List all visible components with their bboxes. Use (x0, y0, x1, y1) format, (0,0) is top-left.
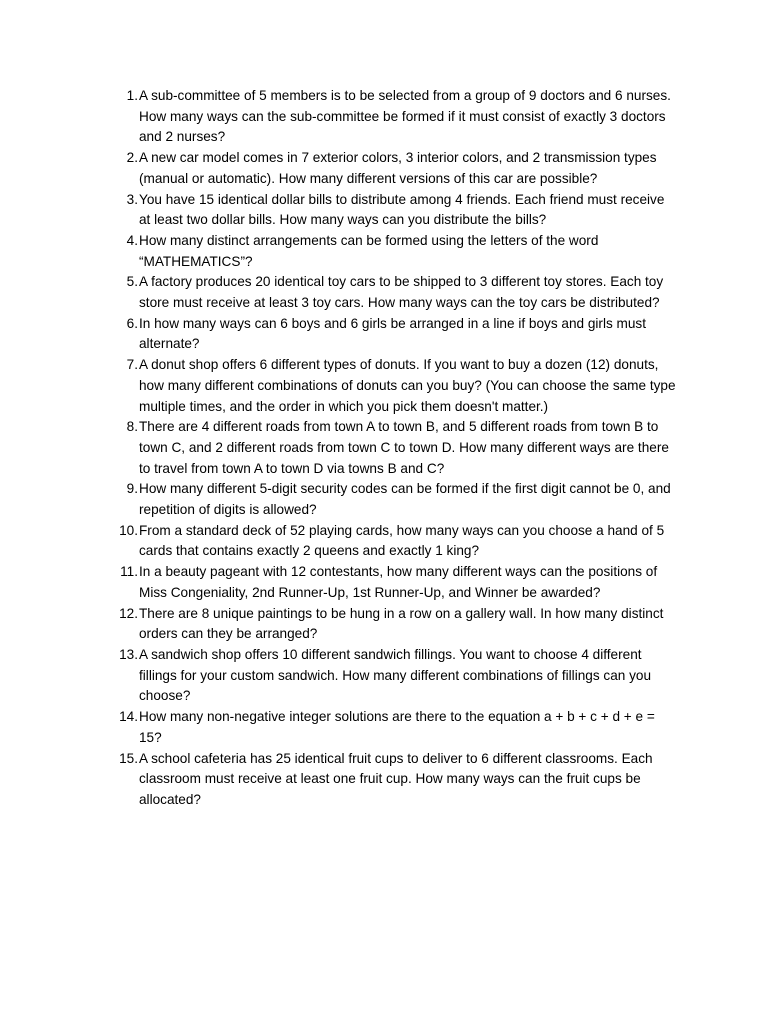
problem-item-15 (108, 749, 676, 811)
problem-number: 9. (126, 481, 138, 497)
problem-number: 13. (119, 646, 138, 662)
problem-text: A donut shop offers 6 different types of donuts. If you want to buy a dozen (12) donuts, how many different combinations of donuts can you buy? (You can choose the same type multiple times, and the order in which you pick them doesn't matter.) (139, 357, 676, 414)
problem-item-10 (108, 521, 676, 562)
problem-number: 5. (126, 274, 138, 290)
problem-text: A school cafeteria has 25 identical fruit cups to deliver to 6 different classrooms. Each classroom must receive at least one fruit cup. How many ways can the fruit cups be allocated? (139, 750, 653, 807)
problem-item-6 (108, 314, 676, 355)
problem-item-4 (108, 231, 676, 272)
problem-item-12 (108, 604, 676, 645)
problem-number: 7. (126, 357, 138, 373)
problem-text: From a standard deck of 52 playing cards, how many ways can you choose a hand of 5 cards that contains exactly 2 queens and exactly 1 king? (139, 522, 665, 559)
problem-text: A sandwich shop offers 10 different sandwich fillings. You want to choose 4 different fillings for your custom sandwich. How many different combinations of fillings can you choose? (139, 646, 652, 704)
problem-number: 15. (119, 750, 138, 766)
problem-list (108, 86, 676, 811)
problem-text: You have 15 identical dollar bills to distribute among 4 friends. Each friend must receive at least two dollar bills. How many ways can you distribute the bills? (139, 191, 665, 228)
problem-number: 6. (126, 315, 138, 331)
problem-item-8 (108, 417, 676, 479)
problem-number: 4. (126, 232, 138, 248)
problem-number: 14. (119, 709, 138, 725)
problem-number: 11. (120, 564, 138, 580)
problem-item-7 (108, 355, 676, 417)
problem-text: There are 8 unique paintings to be hung in a row on a gallery wall. In how many distinct orders can they be arranged? (139, 605, 664, 642)
problem-item-13 (108, 645, 676, 707)
problem-number: 1. (126, 88, 138, 103)
problem-item-9 (108, 479, 676, 520)
problem-item-3 (108, 190, 676, 231)
problem-number: 12. (119, 605, 138, 621)
problem-item-5 (108, 272, 676, 313)
problem-text: There are 4 different roads from town A to town B, and 5 different roads from town B to town C, and 2 different roads from town C to town D. How many different ways are there to travel from town A to town D via towns B and C? (139, 419, 669, 476)
problem-text: How many non-negative integer solutions are there to the equation a + b + c + d + e = 15? (139, 709, 655, 745)
problem-number: 3. (126, 191, 138, 207)
problem-number: 2. (126, 150, 138, 166)
problem-number: 8. (126, 419, 138, 435)
problem-item-14 (108, 707, 676, 748)
problem-number: 10. (119, 522, 138, 538)
problem-text: A new car model comes in 7 exterior colors, 3 interior colors, and 2 transmission types (manual or automatic). How many different versions of this car are possible? (139, 150, 657, 186)
problem-text: In how many ways can 6 boys and 6 girls be arranged in a line if boys and girls must alternate? (139, 315, 647, 352)
problem-text: In a beauty pageant with 12 contestants, how many different ways can the positions of Miss Congeniality, 2nd Runner-Up, 1st Runner-Up, and Winner be awarded? (139, 564, 658, 600)
problem-text: A sub-committee of 5 members is to be selected from a group of 9 doctors and 6 nurses. How many ways can the sub-committee be formed if it must consist of exactly 3 doctors and 2 nurses? (139, 88, 671, 145)
problem-item-11 (108, 562, 676, 603)
problem-item-1 (108, 86, 676, 148)
problem-text: How many different 5-digit security codes can be formed if the first digit cannot be 0, and repetition of digits is allowed? (139, 481, 671, 518)
problem-item-2 (108, 148, 676, 189)
problem-text: A factory produces 20 identical toy cars to be shipped to 3 different toy stores. Each toy store must receive at least 3 toy cars. How many ways can the toy cars be distributed? (139, 274, 664, 311)
problem-text: How many distinct arrangements can be formed using the letters of the word “MATHEMATICS”? (139, 232, 599, 269)
